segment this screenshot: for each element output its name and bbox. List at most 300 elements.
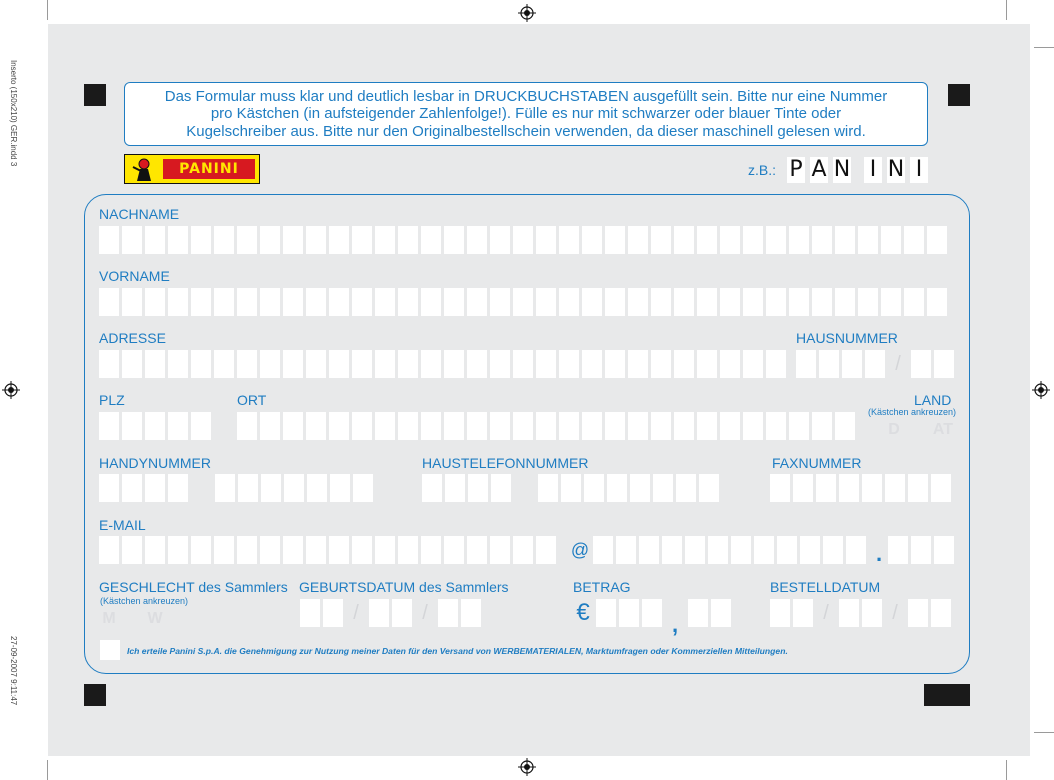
input-box[interactable] [596,599,616,627]
input-box[interactable] [122,288,142,316]
land-options [884,418,959,442]
input-box[interactable] [375,536,395,564]
input-box[interactable] [352,412,372,440]
separator: / [823,602,829,624]
input-box[interactable] [697,288,717,316]
haustelefon-number-field[interactable] [538,474,722,502]
input-box[interactable] [908,474,928,502]
plz-label: PLZ [99,392,125,408]
input-box[interactable] [513,412,533,440]
input-box[interactable] [931,599,951,627]
input-box[interactable] [214,226,234,254]
geschlecht-checkbox-m[interactable]: M [102,610,116,627]
input-box[interactable] [593,536,613,564]
input-box[interactable] [653,474,673,502]
input-box[interactable] [398,226,418,254]
input-box[interactable] [688,599,708,627]
input-box[interactable] [642,599,662,627]
input-box[interactable] [260,536,280,564]
input-box[interactable] [731,536,751,564]
crop-mark [1034,732,1054,733]
input-box[interactable] [329,350,349,378]
input-box[interactable] [605,226,625,254]
geburtsdatum-label: GEBURTSDATUM des Sammlers [299,579,509,595]
input-box[interactable] [490,350,510,378]
input-box[interactable] [490,288,510,316]
input-box[interactable] [605,350,625,378]
input-box[interactable] [445,474,465,502]
input-box[interactable] [904,288,924,316]
input-box[interactable] [122,350,142,378]
input-box[interactable] [191,412,211,440]
input-box[interactable] [300,599,320,627]
input-box[interactable] [461,599,481,627]
input-box[interactable] [582,226,602,254]
input-box[interactable] [352,536,372,564]
input-box[interactable] [329,412,349,440]
input-box[interactable] [812,288,832,316]
example-letter: N [833,157,851,182]
input-box[interactable] [927,288,947,316]
input-box[interactable] [605,412,625,440]
input-box[interactable] [862,474,882,502]
input-box[interactable] [789,226,809,254]
input-box[interactable] [168,474,188,502]
input-box[interactable] [911,350,931,378]
file-info-text: Inserto (150x210) GER.indd 3 [9,60,18,167]
input-box[interactable] [766,350,786,378]
input-box[interactable] [238,474,258,502]
input-box[interactable] [237,288,257,316]
hausnummer-field[interactable] [796,350,957,378]
notice-line: Das Formular muss klar und deutlich lesbar in DRUCKBUCHSTABEN ausgefüllt sein. Bitte nur eine Nummer [164,87,888,105]
input-box[interactable] [676,474,696,502]
input-box[interactable] [421,536,441,564]
input-box[interactable] [835,412,855,440]
registration-mark-icon [518,758,536,776]
input-box[interactable] [582,288,602,316]
input-box[interactable] [398,412,418,440]
input-box[interactable] [168,412,188,440]
input-box[interactable] [862,599,882,627]
input-box[interactable] [122,474,142,502]
email-domain-field[interactable] [593,536,869,564]
input-box[interactable] [467,536,487,564]
input-box[interactable] [770,599,790,627]
input-box[interactable] [283,288,303,316]
input-box[interactable] [766,412,786,440]
input-box[interactable] [720,288,740,316]
input-box[interactable] [422,474,442,502]
input-box[interactable] [793,474,813,502]
input-box[interactable] [858,226,878,254]
input-box[interactable] [421,412,441,440]
input-box[interactable] [685,536,705,564]
email-tld-field[interactable] [888,536,957,564]
input-box[interactable] [237,536,257,564]
input-box[interactable] [513,350,533,378]
separator: / [895,353,901,375]
crop-mark [1034,47,1054,48]
input-box[interactable] [559,412,579,440]
input-box[interactable] [352,350,372,378]
input-box[interactable] [743,288,763,316]
input-box[interactable] [284,474,304,502]
instructions-notice [124,82,928,146]
input-box[interactable] [674,350,694,378]
input-box[interactable] [651,350,671,378]
input-box[interactable] [842,350,862,378]
haustelefonnummer-label: HAUSTELEFONNUMMER [422,455,589,471]
input-box[interactable] [865,350,885,378]
input-box[interactable] [639,536,659,564]
input-box[interactable] [908,599,928,627]
input-box[interactable] [214,350,234,378]
input-box[interactable] [237,226,257,254]
input-box[interactable] [536,350,556,378]
input-box[interactable] [122,536,142,564]
input-box[interactable] [145,536,165,564]
adresse-label: ADRESSE [99,330,166,346]
input-box[interactable] [168,350,188,378]
input-box[interactable] [881,226,901,254]
land-label: LAND [914,392,952,408]
faxnummer-label: FAXNUMMER [772,455,862,471]
input-box[interactable] [839,599,859,627]
input-box[interactable] [538,474,558,502]
input-box[interactable] [99,536,119,564]
input-box[interactable] [214,288,234,316]
input-box[interactable] [699,474,719,502]
input-box[interactable] [720,226,740,254]
betrag-label: BETRAG [573,579,631,595]
input-box[interactable] [375,226,395,254]
input-box[interactable] [375,350,395,378]
decimal-comma: , [671,612,679,637]
input-box[interactable] [468,474,488,502]
land-hint: (Kästchen ankreuzen) [868,407,957,417]
input-box[interactable] [628,412,648,440]
geschlecht-label: GESCHLECHT des Sammlers [99,579,288,595]
input-box[interactable] [812,226,832,254]
vorname-field[interactable] [99,288,950,316]
bestelldatum-field[interactable] [770,599,954,627]
input-box[interactable] [513,288,533,316]
email-label: E-MAIL [99,517,146,533]
handynummer-label: HANDYNUMMER [99,455,211,471]
input-box[interactable] [754,536,774,564]
input-box[interactable] [651,226,671,254]
input-box[interactable] [607,474,627,502]
input-box[interactable] [99,474,119,502]
input-box[interactable] [888,536,908,564]
at-sign: @ [570,540,590,560]
input-box[interactable] [766,226,786,254]
handynummer-prefix-field[interactable] [99,474,191,502]
email-local-field[interactable] [99,536,559,564]
input-box[interactable] [904,226,924,254]
input-box[interactable] [467,288,487,316]
input-box[interactable] [306,350,326,378]
input-box[interactable] [467,412,487,440]
input-box[interactable] [444,412,464,440]
handynummer-number-field[interactable] [215,474,376,502]
input-box[interactable] [99,226,119,254]
input-box[interactable] [444,226,464,254]
hausnummer-label: HAUSNUMMER [796,330,898,346]
input-box[interactable] [911,536,931,564]
input-box[interactable] [490,536,510,564]
input-box[interactable] [307,474,327,502]
input-box[interactable] [513,226,533,254]
input-box[interactable] [927,226,947,254]
input-box[interactable] [720,412,740,440]
faxnummer-field[interactable] [770,474,954,502]
input-box[interactable] [283,536,303,564]
input-box[interactable] [674,288,694,316]
input-box[interactable] [306,226,326,254]
example-letter: I [864,157,882,183]
spacer [122,608,142,630]
input-box[interactable] [191,350,211,378]
crop-mark [1006,0,1007,20]
input-box[interactable] [145,226,165,254]
input-box[interactable] [145,350,165,378]
input-box[interactable] [283,226,303,254]
input-box[interactable] [329,536,349,564]
input-box[interactable] [559,288,579,316]
example-letter: A [811,157,827,182]
input-box[interactable] [99,350,119,378]
geschlecht-options [99,608,168,630]
input-box[interactable] [743,412,763,440]
nachname-field[interactable] [99,226,950,254]
input-box[interactable] [616,536,636,564]
input-box[interactable] [584,474,604,502]
input-box[interactable] [697,350,717,378]
input-box[interactable] [99,288,119,316]
input-box[interactable] [467,350,487,378]
input-box[interactable] [490,412,510,440]
input-box[interactable] [630,474,650,502]
input-box[interactable] [168,536,188,564]
nachname-label: NACHNAME [99,206,180,222]
input-box[interactable] [353,474,373,502]
input-box[interactable] [819,350,839,378]
input-box[interactable] [369,599,389,627]
input-box[interactable] [306,412,326,440]
input-box[interactable] [398,536,418,564]
corner-block [948,84,970,106]
euro-sign: € [576,599,590,626]
input-box[interactable] [283,412,303,440]
corner-block [84,684,106,706]
input-box[interactable] [392,599,412,627]
input-box[interactable] [674,226,694,254]
input-box[interactable] [99,412,119,440]
input-box[interactable] [651,288,671,316]
input-box[interactable] [490,226,510,254]
separator: / [422,602,428,624]
separator: / [892,602,898,624]
input-box[interactable] [237,350,257,378]
input-box[interactable] [881,288,901,316]
input-box[interactable] [352,288,372,316]
input-box[interactable] [168,288,188,316]
input-box[interactable] [260,350,280,378]
input-box[interactable] [444,350,464,378]
input-box[interactable] [789,288,809,316]
input-box[interactable] [283,350,303,378]
input-box[interactable] [215,474,235,502]
input-box[interactable] [697,226,717,254]
betrag-field[interactable] [573,599,734,637]
input-box[interactable] [816,474,836,502]
consent-text: Ich erteile Panini S.p.A. die Genehmigung zur Nutzung meiner Daten für den Versand von WERBEMATERIALEN, Marktumfragen oder Kommerziellen Mitteilungen. [127,646,788,656]
input-box[interactable] [662,536,682,564]
bestelldatum-label: BESTELLDATUM [770,579,881,595]
input-box[interactable] [191,288,211,316]
input-box[interactable] [793,599,813,627]
input-box[interactable] [800,536,820,564]
input-box[interactable] [444,288,464,316]
input-box[interactable] [145,412,165,440]
input-box[interactable] [122,412,142,440]
input-box[interactable] [796,350,816,378]
input-box[interactable] [720,350,740,378]
crop-mark [47,760,48,780]
timestamp-text: 27-09-2007 9:11:47 [9,636,18,706]
input-box[interactable] [743,226,763,254]
input-box[interactable] [835,226,855,254]
input-box[interactable] [214,536,234,564]
input-box[interactable] [329,288,349,316]
input-box[interactable] [605,288,625,316]
input-box[interactable] [191,536,211,564]
input-box[interactable] [260,226,280,254]
input-box[interactable] [770,474,790,502]
geburtsdatum-field[interactable] [300,599,484,627]
example-letter: I [910,157,928,183]
input-box[interactable] [145,288,165,316]
input-box[interactable] [559,226,579,254]
input-box[interactable] [421,226,441,254]
input-box[interactable] [628,350,648,378]
separator: / [353,602,359,624]
input-box[interactable] [846,536,866,564]
ort-field[interactable] [237,412,858,440]
notice-line: pro Kästchen (in aufsteigender Zahlenfolge!). Fülle es nur mit schwarzer oder blauer Tinte oder [210,105,842,123]
input-box[interactable] [237,412,257,440]
input-box[interactable] [628,226,648,254]
input-box[interactable] [191,226,211,254]
input-box[interactable] [777,536,797,564]
consent-checkbox[interactable] [100,640,120,660]
input-box[interactable] [711,599,731,627]
input-box[interactable] [582,412,602,440]
input-box[interactable] [835,288,855,316]
input-box[interactable] [306,288,326,316]
input-box[interactable] [619,599,639,627]
input-box[interactable] [306,536,326,564]
input-box[interactable] [122,226,142,254]
input-box[interactable] [823,536,843,564]
geschlecht-checkbox-w[interactable]: W [147,610,163,627]
input-box[interactable] [145,474,165,502]
input-box[interactable] [375,412,395,440]
land-checkbox-at[interactable]: AT [932,421,954,438]
email-at-sign [570,536,593,564]
input-box[interactable] [708,536,728,564]
input-box[interactable] [330,474,350,502]
land-checkbox-d[interactable]: D [888,421,900,438]
input-box[interactable] [398,288,418,316]
input-box[interactable] [467,226,487,254]
input-box[interactable] [261,474,281,502]
input-box[interactable] [561,474,581,502]
input-box[interactable] [168,226,188,254]
input-box[interactable] [839,474,859,502]
input-box[interactable] [421,350,441,378]
input-box[interactable] [934,536,954,564]
input-box[interactable] [536,536,556,564]
input-box[interactable] [743,350,763,378]
input-box[interactable] [766,288,786,316]
adresse-field[interactable] [99,350,789,378]
input-box[interactable] [513,536,533,564]
input-box[interactable] [421,288,441,316]
input-box[interactable] [323,599,343,627]
registration-mark-icon [1032,381,1050,399]
input-box[interactable] [260,288,280,316]
input-box[interactable] [931,474,951,502]
corner-block [84,84,106,106]
input-box[interactable] [812,412,832,440]
input-box[interactable] [674,412,694,440]
input-box[interactable] [536,226,556,254]
input-box[interactable] [559,350,579,378]
input-box[interactable] [858,288,878,316]
input-box[interactable] [934,350,954,378]
input-box[interactable] [628,288,648,316]
corner-block [924,684,970,706]
input-box[interactable] [352,226,372,254]
input-box[interactable] [444,536,464,564]
input-box[interactable] [438,599,458,627]
dot-separator: . [875,541,883,566]
logo-wordmark: PANINI [163,159,255,179]
input-box[interactable] [651,412,671,440]
input-box[interactable] [398,350,418,378]
input-box[interactable] [536,412,556,440]
input-box[interactable] [582,350,602,378]
vorname-label: VORNAME [99,268,170,284]
input-box[interactable] [375,288,395,316]
notice-line: Kugelschreiber aus. Bitte nur den Originalbestellschein verwenden, da dieser maschinell gelesen wird. [186,122,866,140]
input-box[interactable] [536,288,556,316]
input-box[interactable] [329,226,349,254]
input-box[interactable] [697,412,717,440]
input-box[interactable] [789,412,809,440]
example-label: z.B.: [748,162,777,178]
input-box[interactable] [260,412,280,440]
input-box[interactable] [491,474,511,502]
registration-mark-icon [2,381,20,399]
input-box[interactable] [885,474,905,502]
plz-field[interactable] [99,412,214,440]
registration-mark-icon [518,4,536,22]
haustelefon-prefix-field[interactable] [422,474,514,502]
